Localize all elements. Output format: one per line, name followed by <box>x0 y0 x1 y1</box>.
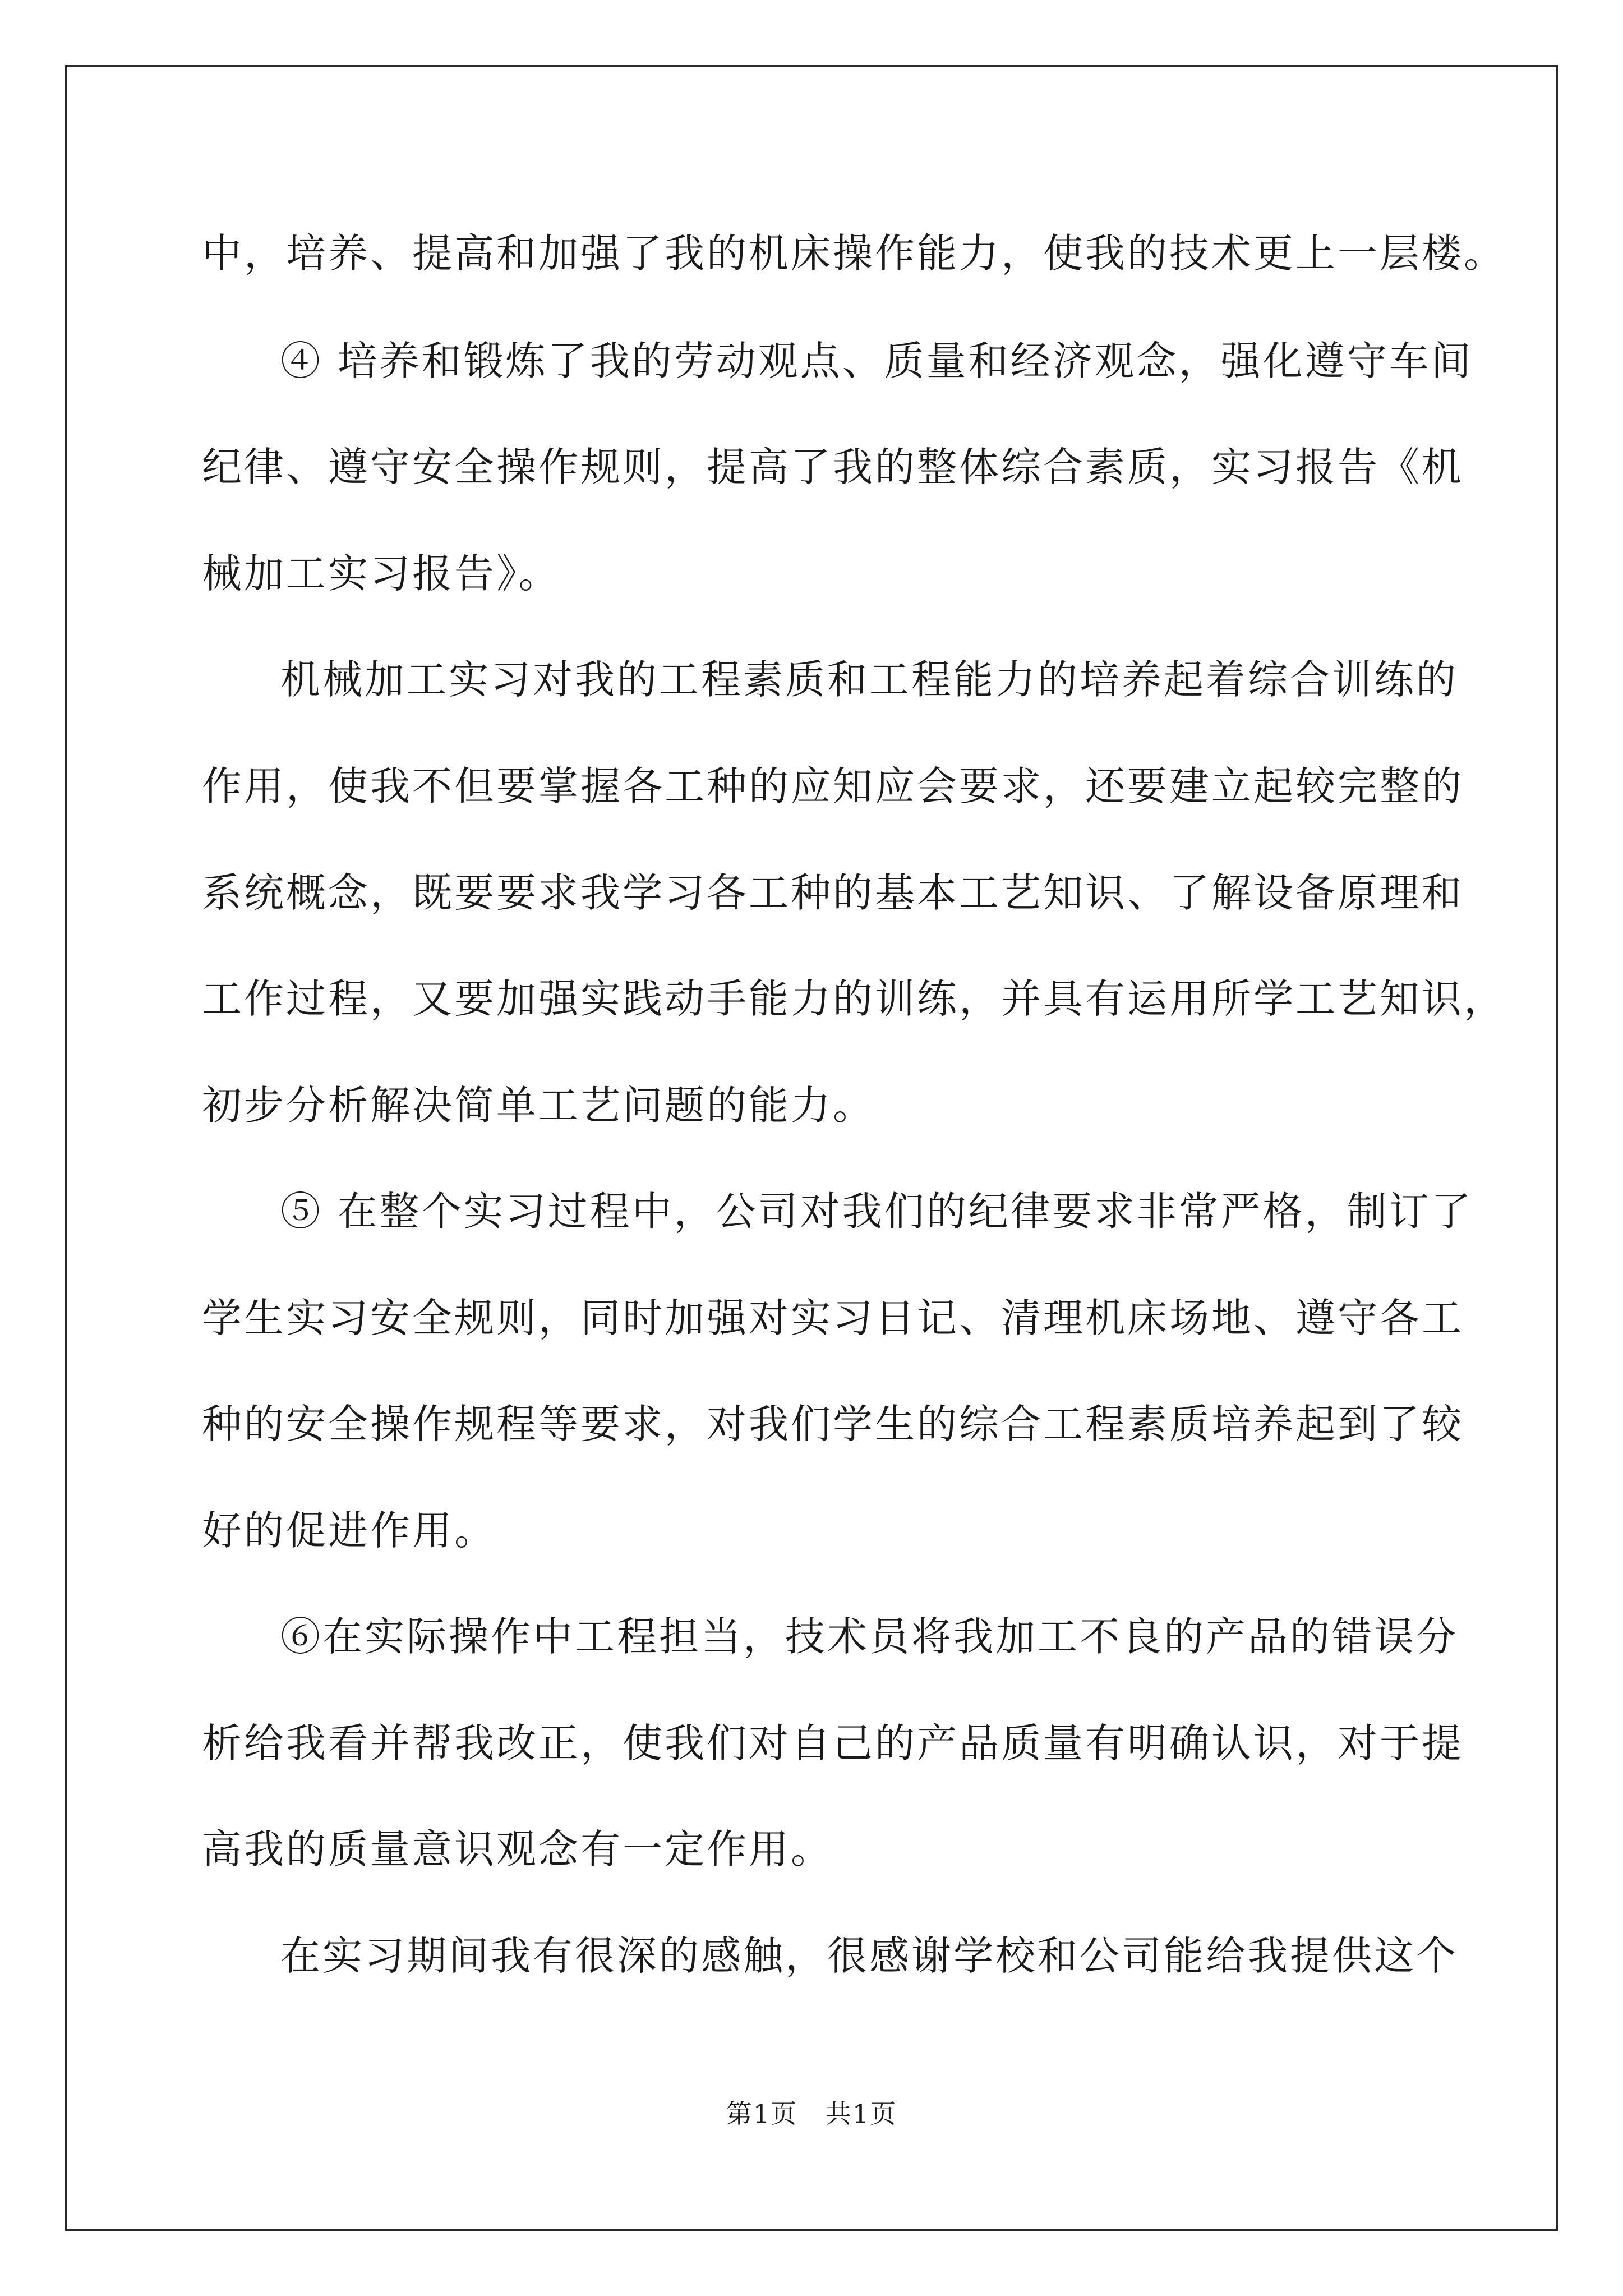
text-line: 作用，使我不但要掌握各工种的应知应会要求，还要建立起较完整的 <box>202 763 1464 809</box>
text-line: ⑥在实际操作中工程担当，技术员将我加工不良的产品的错误分 <box>280 1613 1459 1660</box>
text-line: 中，培养、提高和加强了我的机床操作能力，使我的技术更上一层楼。 <box>202 230 1506 277</box>
text-line: 在实习期间我有很深的感触，很感谢学校和公司能给我提供这个 <box>280 1932 1459 1979</box>
text-line: 初步分析解决简单工艺问题的能力。 <box>202 1082 875 1129</box>
text-line: 工作过程，又要加强实践动手能力的训练，并具有运用所学工艺知识， <box>202 976 1506 1022</box>
text-line: 种的安全操作规程等要求，对我们学生的综合工程素质培养起到了较 <box>202 1401 1464 1447</box>
text-line: 好的促进作用。 <box>202 1507 497 1554</box>
text-line: 机械加工实习对我的工程素质和工程能力的培养起着综合训练的 <box>280 656 1459 703</box>
page-border <box>65 65 1558 2231</box>
text-line: ④ 培养和锻炼了我的劳动观点、质量和经济观念，强化遵守车间 <box>280 338 1473 384</box>
text-line: 高我的质量意识观念有一定作用。 <box>202 1826 833 1872</box>
text-line: 析给我看并帮我改正，使我们对自己的产品质量有明确认识，对于提 <box>202 1720 1464 1766</box>
text-line: ⑤ 在整个实习过程中，公司对我们的纪律要求非常严格，制订了 <box>280 1188 1473 1235</box>
text-line: 学生实习安全规则，同时加强对实习日记、清理机床场地、遵守各工 <box>202 1295 1464 1341</box>
page-number: 第1页 共1页 <box>726 2099 897 2129</box>
text-line: 械加工实习报告》。 <box>202 550 561 597</box>
text-line: 纪律、遵守安全操作规则，提高了我的整体综合素质，实习报告《机 <box>202 444 1464 490</box>
text-line: 系统概念，既要要求我学习各工种的基本工艺知识、了解设备原理和 <box>202 869 1464 916</box>
